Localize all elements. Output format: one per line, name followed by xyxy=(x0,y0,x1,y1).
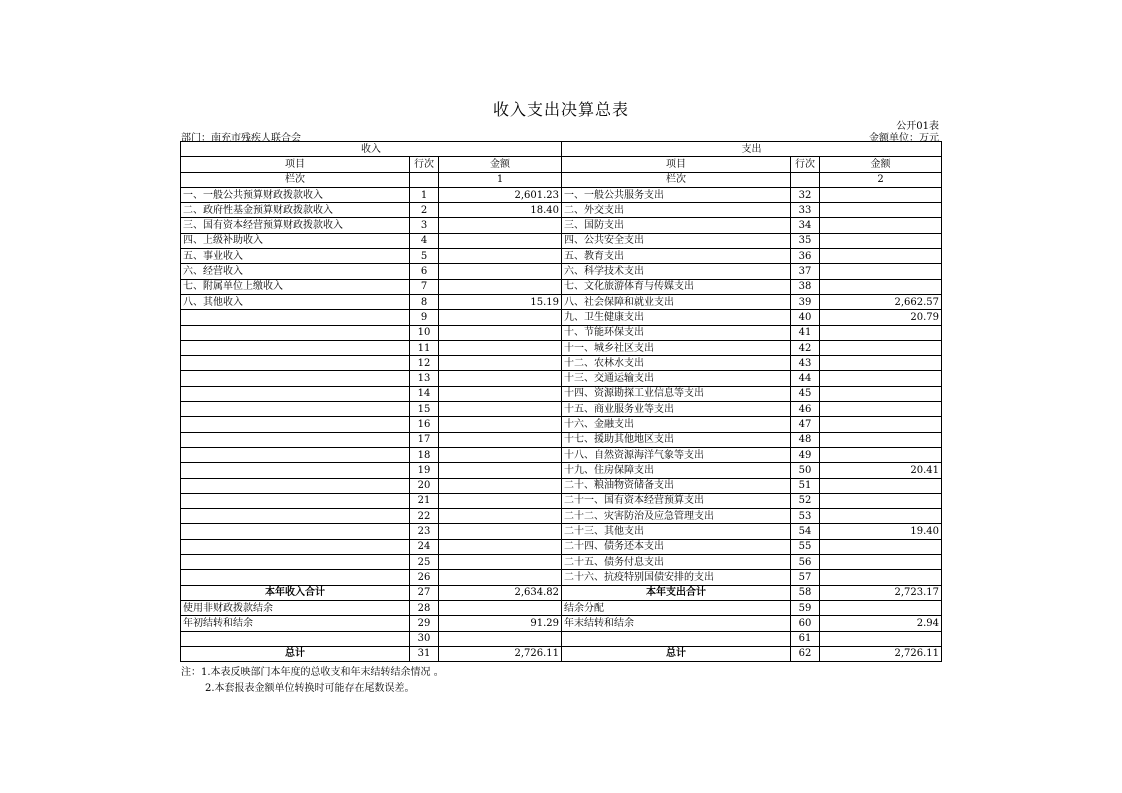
income-item-cell: 四、上级补助收入 xyxy=(181,233,410,248)
table-body xyxy=(181,187,942,661)
income-amount-cell xyxy=(439,463,562,478)
income-row-no-cell: 16 xyxy=(410,417,439,432)
expense-row-no-cell: 54 xyxy=(791,524,820,539)
expense-item-cell: 十二、农林水支出 xyxy=(562,356,791,371)
expense-amount-cell xyxy=(820,539,942,554)
expense-row-no-cell: 35 xyxy=(791,233,820,248)
expense-amount-cell xyxy=(820,203,942,218)
income-row-no-cell: 22 xyxy=(410,509,439,524)
income-row-no-cell: 20 xyxy=(410,478,439,493)
expense-amount-cell xyxy=(820,493,942,508)
expense-row-no-header: 行次 xyxy=(791,157,820,172)
table-row xyxy=(181,294,942,309)
income-amount-cell xyxy=(439,555,562,570)
income-row-no-cell: 21 xyxy=(410,493,439,508)
income-amount-cell xyxy=(439,509,562,524)
income-item-cell: 六、经营收入 xyxy=(181,264,410,279)
expense-amount-cell xyxy=(820,249,942,264)
table-row xyxy=(181,585,942,600)
table-row xyxy=(181,631,942,646)
income-row-no-cell: 7 xyxy=(410,279,439,294)
income-amount-cell xyxy=(439,478,562,493)
expense-item-cell: 总计 xyxy=(562,646,791,661)
income-column-no: 1 xyxy=(439,172,562,187)
income-item-cell xyxy=(181,432,410,447)
income-row-no-cell: 28 xyxy=(410,600,439,615)
income-amount-header: 金额 xyxy=(439,157,562,172)
income-row-no-cell: 29 xyxy=(410,616,439,631)
expense-amount-cell xyxy=(820,325,942,340)
table-row xyxy=(181,555,942,570)
expense-row-no-cell: 43 xyxy=(791,356,820,371)
income-row-no-cell: 18 xyxy=(410,447,439,462)
income-amount-cell xyxy=(439,340,562,355)
expense-row-no-cell: 38 xyxy=(791,279,820,294)
income-row-no-cell: 27 xyxy=(410,585,439,600)
income-item-cell xyxy=(181,340,410,355)
expense-amount-cell: 2,662.57 xyxy=(820,294,942,309)
table-row xyxy=(181,509,942,524)
income-amount-cell xyxy=(439,218,562,233)
expense-item-cell: 二、外交支出 xyxy=(562,203,791,218)
expense-item-cell: 三、国防支出 xyxy=(562,218,791,233)
income-item-cell: 总计 xyxy=(181,646,410,661)
expense-item-header: 项目 xyxy=(562,157,791,172)
expense-item-cell: 六、科学技术支出 xyxy=(562,264,791,279)
expense-row-no-cell: 37 xyxy=(791,264,820,279)
income-amount-cell: 15.19 xyxy=(439,294,562,309)
income-amount-cell xyxy=(439,325,562,340)
table-row xyxy=(181,187,942,202)
income-row-no-cell: 23 xyxy=(410,524,439,539)
income-item-cell: 三、国有资本经营预算财政拨款收入 xyxy=(181,218,410,233)
income-amount-cell xyxy=(439,600,562,615)
expense-item-cell: 十四、资源勘探工业信息等支出 xyxy=(562,386,791,401)
expense-item-cell: 七、文化旅游体育与传媒支出 xyxy=(562,279,791,294)
income-row-no-cell: 11 xyxy=(410,340,439,355)
expense-section-header: 支出 xyxy=(562,142,942,157)
expense-amount-cell xyxy=(820,600,942,615)
income-row-no-cell: 1 xyxy=(410,187,439,202)
income-row-no-cell: 3 xyxy=(410,218,439,233)
expense-row-no-cell: 46 xyxy=(791,402,820,417)
expense-row-no-cell: 47 xyxy=(791,417,820,432)
income-amount-cell xyxy=(439,386,562,401)
income-item-cell xyxy=(181,555,410,570)
note-line-1: 注：1.本表反映部门本年度的总收支和年末结转结余情况 。 xyxy=(181,667,444,678)
table-row xyxy=(181,340,942,355)
column-header-row xyxy=(181,157,942,172)
income-amount-cell xyxy=(439,432,562,447)
expense-item-cell: 十三、交通运输支出 xyxy=(562,371,791,386)
income-row-no-cell: 8 xyxy=(410,294,439,309)
expense-item-cell: 十五、商业服务业等支出 xyxy=(562,402,791,417)
expense-item-cell: 九、卫生健康支出 xyxy=(562,310,791,325)
income-item-cell: 五、事业收入 xyxy=(181,249,410,264)
expense-amount-cell xyxy=(820,478,942,493)
expense-item-cell: 十九、住房保障支出 xyxy=(562,463,791,478)
income-amount-cell xyxy=(439,570,562,585)
expense-item-cell: 十一、城乡社区支出 xyxy=(562,340,791,355)
table-row xyxy=(181,325,942,340)
income-row-no-header: 行次 xyxy=(410,157,439,172)
expense-item-cell: 四、公共安全支出 xyxy=(562,233,791,248)
income-row-no-cell: 6 xyxy=(410,264,439,279)
expense-item-cell: 二十五、债务付息支出 xyxy=(562,555,791,570)
table-row xyxy=(181,386,942,401)
table-row xyxy=(181,417,942,432)
income-amount-cell xyxy=(439,310,562,325)
income-row-no-cell: 15 xyxy=(410,402,439,417)
expense-amount-cell xyxy=(820,509,942,524)
expense-row-no-cell: 50 xyxy=(791,463,820,478)
expense-amount-cell xyxy=(820,279,942,294)
expense-amount-cell xyxy=(820,233,942,248)
income-row-no-cell: 13 xyxy=(410,371,439,386)
expense-item-cell: 二十六、抗疫特别国债安排的支出 xyxy=(562,570,791,585)
table-row xyxy=(181,493,942,508)
income-item-cell xyxy=(181,325,410,340)
income-item-cell xyxy=(181,631,410,646)
income-row-no-cell: 31 xyxy=(410,646,439,661)
section-header-row xyxy=(181,142,942,157)
table-row xyxy=(181,249,942,264)
expense-amount-cell xyxy=(820,371,942,386)
expense-item-cell: 本年支出合计 xyxy=(562,585,791,600)
table-row xyxy=(181,264,942,279)
table-row xyxy=(181,233,942,248)
income-row-no-cell: 24 xyxy=(410,539,439,554)
income-item-cell: 一、一般公共预算财政拨款收入 xyxy=(181,187,410,202)
expense-row-no-cell: 48 xyxy=(791,432,820,447)
expense-amount-header: 金额 xyxy=(820,157,942,172)
expense-item-cell: 五、教育支出 xyxy=(562,249,791,264)
income-amount-cell xyxy=(439,356,562,371)
expense-item-cell: 二十二、灾害防治及应急管理支出 xyxy=(562,509,791,524)
empty-cell xyxy=(410,172,439,187)
income-amount-cell xyxy=(439,539,562,554)
income-row-no-cell: 19 xyxy=(410,463,439,478)
income-amount-cell xyxy=(439,402,562,417)
table-row xyxy=(181,203,942,218)
expense-item-cell: 十六、金融支出 xyxy=(562,417,791,432)
expense-row-no-cell: 58 xyxy=(791,585,820,600)
expense-amount-cell: 2,723.17 xyxy=(820,585,942,600)
expense-amount-cell xyxy=(820,417,942,432)
table-row xyxy=(181,646,942,661)
expense-amount-cell xyxy=(820,432,942,447)
income-row-no-cell: 25 xyxy=(410,555,439,570)
income-item-cell xyxy=(181,386,410,401)
expense-item-cell: 十、节能环保支出 xyxy=(562,325,791,340)
expense-column-no: 2 xyxy=(820,172,942,187)
income-row-no-cell: 26 xyxy=(410,570,439,585)
income-amount-cell: 2,601.23 xyxy=(439,187,562,202)
income-item-cell xyxy=(181,524,410,539)
income-amount-cell xyxy=(439,631,562,646)
expense-item-cell: 十八、自然资源海洋气象等支出 xyxy=(562,447,791,462)
empty-cell xyxy=(791,172,820,187)
expense-row-no-cell: 55 xyxy=(791,539,820,554)
income-item-cell: 八、其他收入 xyxy=(181,294,410,309)
expense-row-no-cell: 49 xyxy=(791,447,820,462)
expense-row-no-cell: 61 xyxy=(791,631,820,646)
amount-unit-label: 金额单位：万元 xyxy=(869,133,939,144)
income-item-cell xyxy=(181,463,410,478)
income-amount-cell xyxy=(439,447,562,462)
expense-amount-cell xyxy=(820,386,942,401)
expense-amount-cell: 2,726.11 xyxy=(820,646,942,661)
expense-item-cell: 八、社会保障和就业支出 xyxy=(562,294,791,309)
income-row-no-cell: 10 xyxy=(410,325,439,340)
notes xyxy=(181,665,444,697)
income-section-header: 收入 xyxy=(181,142,562,157)
income-amount-cell xyxy=(439,524,562,539)
income-amount-cell xyxy=(439,249,562,264)
income-item-header: 项目 xyxy=(181,157,410,172)
expense-row-no-cell: 62 xyxy=(791,646,820,661)
expense-item-cell: 二十、粮油物资储备支出 xyxy=(562,478,791,493)
income-item-cell xyxy=(181,493,410,508)
income-amount-cell xyxy=(439,233,562,248)
expense-item-cell xyxy=(562,631,791,646)
income-item-cell xyxy=(181,402,410,417)
expense-amount-cell xyxy=(820,340,942,355)
expense-amount-cell: 2.94 xyxy=(820,616,942,631)
expense-row-no-cell: 42 xyxy=(791,340,820,355)
expense-amount-cell xyxy=(820,570,942,585)
note-line-2: 2.本套报表金额单位转换时可能存在尾数误差。 xyxy=(205,683,415,694)
income-item-cell: 二、政府性基金预算财政拨款收入 xyxy=(181,203,410,218)
expense-item-cell: 十七、援助其他地区支出 xyxy=(562,432,791,447)
expense-row-no-cell: 51 xyxy=(791,478,820,493)
table-row xyxy=(181,600,942,615)
expense-item-cell: 二十四、债务还本支出 xyxy=(562,539,791,554)
income-amount-cell xyxy=(439,371,562,386)
table-row xyxy=(181,524,942,539)
sheet-number: 公开01表 xyxy=(896,121,939,132)
expense-row-no-cell: 59 xyxy=(791,600,820,615)
expense-row-no-cell: 40 xyxy=(791,310,820,325)
income-item-cell xyxy=(181,478,410,493)
expense-row-no-cell: 44 xyxy=(791,371,820,386)
department-label: 部门：南充市残疾人联合会 xyxy=(181,133,301,144)
column-number-row xyxy=(181,172,942,187)
expense-row-no-cell: 36 xyxy=(791,249,820,264)
table-row xyxy=(181,447,942,462)
expense-amount-cell xyxy=(820,555,942,570)
table-row xyxy=(181,478,942,493)
income-amount-cell xyxy=(439,264,562,279)
income-item-cell xyxy=(181,310,410,325)
expense-item-cell: 年末结转和结余 xyxy=(562,616,791,631)
income-amount-cell: 2,726.11 xyxy=(439,646,562,661)
expense-amount-cell xyxy=(820,264,942,279)
expense-item-cell: 二十一、国有资本经营预算支出 xyxy=(562,493,791,508)
income-amount-cell xyxy=(439,493,562,508)
table-row xyxy=(181,356,942,371)
expense-row-no-cell: 60 xyxy=(791,616,820,631)
expense-item-cell: 一、一般公共服务支出 xyxy=(562,187,791,202)
expense-amount-cell: 20.41 xyxy=(820,463,942,478)
table-row xyxy=(181,371,942,386)
income-expense-table xyxy=(180,141,942,662)
expense-row-no-cell: 39 xyxy=(791,294,820,309)
table-row xyxy=(181,402,942,417)
income-amount-cell: 2,634.82 xyxy=(439,585,562,600)
table-row xyxy=(181,310,942,325)
table-row xyxy=(181,218,942,233)
expense-row-no-cell: 53 xyxy=(791,509,820,524)
income-amount-cell xyxy=(439,279,562,294)
expense-column-no-label: 栏次 xyxy=(562,172,791,187)
expense-amount-cell: 20.79 xyxy=(820,310,942,325)
expense-row-no-cell: 56 xyxy=(791,555,820,570)
income-item-cell xyxy=(181,509,410,524)
expense-item-cell: 结余分配 xyxy=(562,600,791,615)
expense-amount-cell: 19.40 xyxy=(820,524,942,539)
income-item-cell: 年初结转和结余 xyxy=(181,616,410,631)
income-column-no-label: 栏次 xyxy=(181,172,410,187)
table-row xyxy=(181,432,942,447)
table-row xyxy=(181,279,942,294)
expense-amount-cell xyxy=(820,402,942,417)
expense-row-no-cell: 57 xyxy=(791,570,820,585)
expense-amount-cell xyxy=(820,356,942,371)
expense-amount-cell xyxy=(820,187,942,202)
income-row-no-cell: 14 xyxy=(410,386,439,401)
income-amount-cell: 18.40 xyxy=(439,203,562,218)
expense-row-no-cell: 52 xyxy=(791,493,820,508)
table-row xyxy=(181,463,942,478)
income-item-cell: 七、附属单位上缴收入 xyxy=(181,279,410,294)
income-item-cell xyxy=(181,417,410,432)
expense-amount-cell xyxy=(820,218,942,233)
income-row-no-cell: 5 xyxy=(410,249,439,264)
income-item-cell xyxy=(181,570,410,585)
expense-amount-cell xyxy=(820,631,942,646)
expense-amount-cell xyxy=(820,447,942,462)
table-row xyxy=(181,539,942,554)
expense-row-no-cell: 41 xyxy=(791,325,820,340)
income-item-cell: 使用非财政拨款结余 xyxy=(181,600,410,615)
income-row-no-cell: 12 xyxy=(410,356,439,371)
expense-item-cell: 二十三、其他支出 xyxy=(562,524,791,539)
page-title: 收入支出决算总表 xyxy=(492,100,629,119)
income-item-cell: 本年收入合计 xyxy=(181,585,410,600)
expense-row-no-cell: 32 xyxy=(791,187,820,202)
table-row xyxy=(181,570,942,585)
table-row xyxy=(181,616,942,631)
income-row-no-cell: 30 xyxy=(410,631,439,646)
income-row-no-cell: 4 xyxy=(410,233,439,248)
income-amount-cell xyxy=(439,417,562,432)
expense-row-no-cell: 33 xyxy=(791,203,820,218)
income-item-cell xyxy=(181,371,410,386)
income-item-cell xyxy=(181,447,410,462)
income-row-no-cell: 9 xyxy=(410,310,439,325)
expense-row-no-cell: 34 xyxy=(791,218,820,233)
income-item-cell xyxy=(181,539,410,554)
income-row-no-cell: 2 xyxy=(410,203,439,218)
income-row-no-cell: 17 xyxy=(410,432,439,447)
income-amount-cell: 91.29 xyxy=(439,616,562,631)
income-item-cell xyxy=(181,356,410,371)
expense-row-no-cell: 45 xyxy=(791,386,820,401)
